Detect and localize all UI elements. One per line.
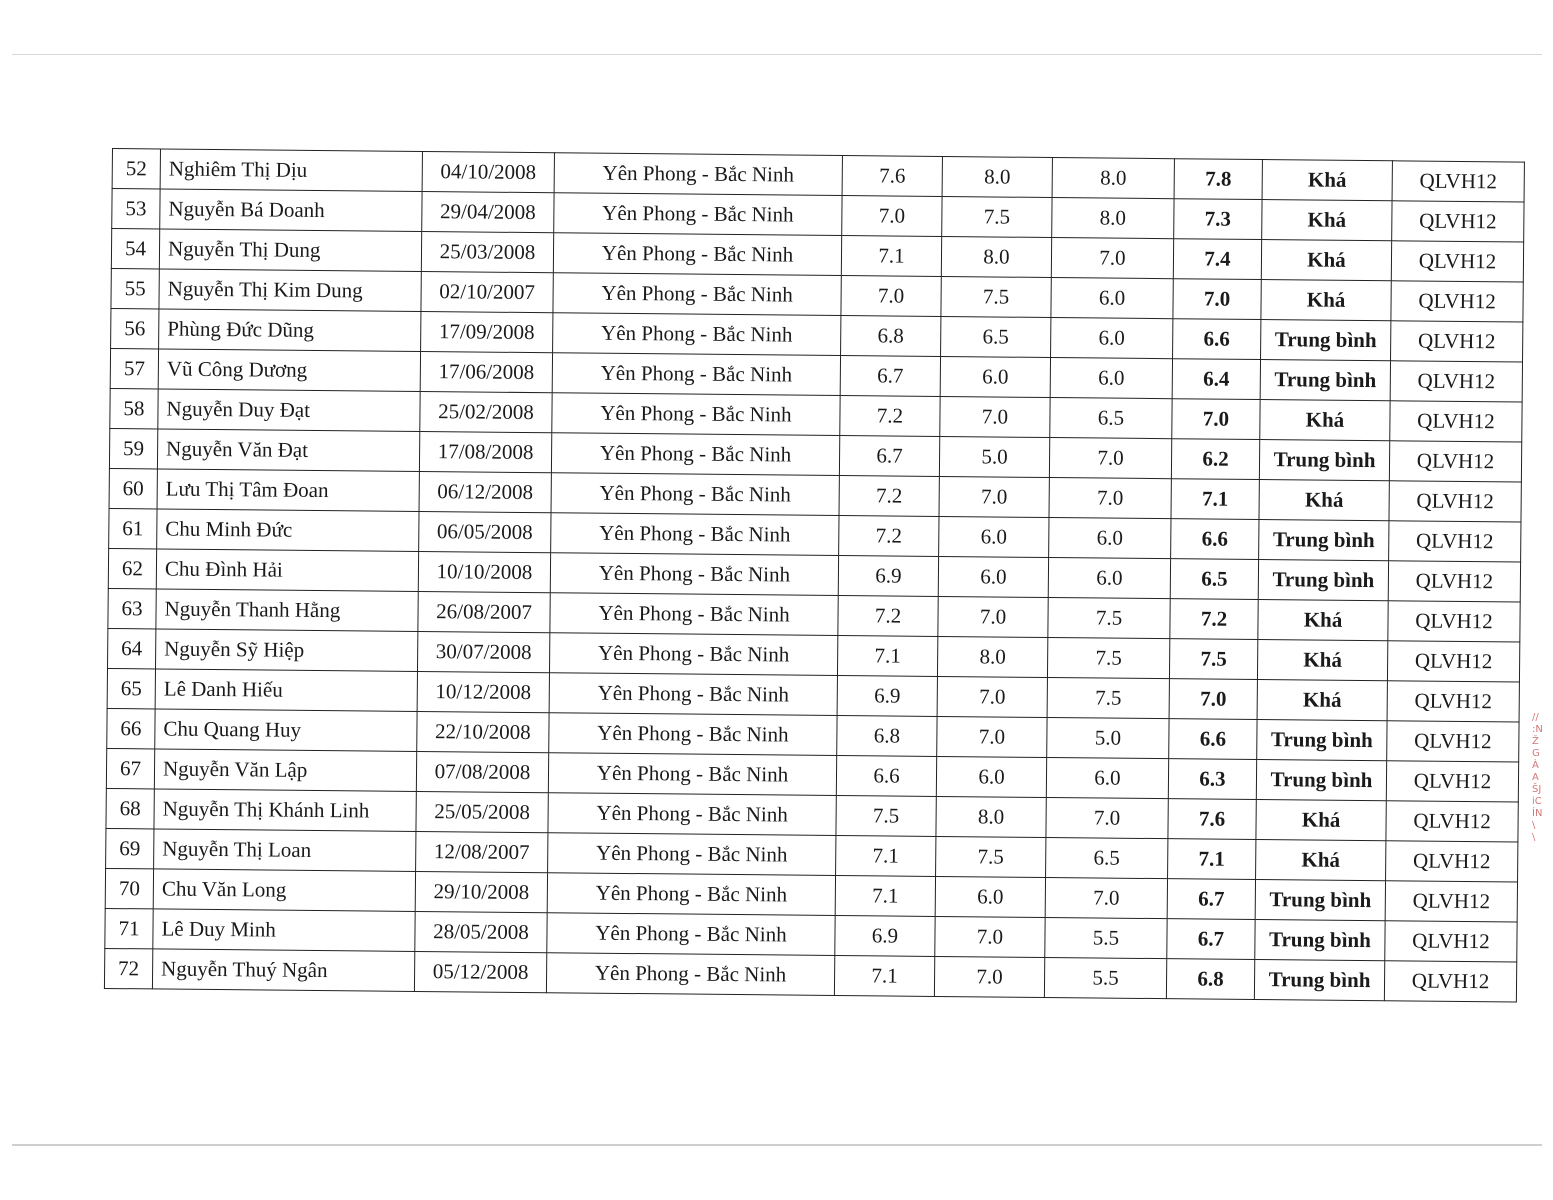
score-1: 6.6 (836, 755, 936, 796)
score-2: 6.0 (939, 516, 1049, 557)
row-number: 53 (112, 189, 160, 229)
class-code: QLVH12 (1386, 841, 1518, 882)
birth-date: 28/05/2008 (415, 911, 547, 952)
score-1: 7.1 (837, 635, 937, 676)
row-number: 55 (111, 268, 159, 308)
class-code: QLVH12 (1390, 401, 1522, 442)
class-code: QLVH12 (1387, 641, 1519, 682)
rank-label: Khá (1258, 600, 1388, 641)
rank-label: Trung bình (1260, 360, 1390, 401)
score-2: 8.0 (936, 796, 1046, 837)
score-3: 7.0 (1046, 797, 1168, 838)
average-score: 6.6 (1173, 319, 1261, 360)
class-code: QLVH12 (1389, 481, 1521, 522)
birth-place: Yên Phong - Bắc Ninh (548, 793, 836, 836)
birth-place: Yên Phong - Bắc Ninh (551, 433, 839, 476)
table-body (104, 149, 1524, 1003)
score-2: 8.0 (942, 156, 1052, 197)
rank-label: Trung bình (1257, 720, 1387, 761)
birth-place: Yên Phong - Bắc Ninh (547, 913, 835, 956)
rank-label: Trung bình (1259, 520, 1389, 561)
scan-edge-bottom (12, 1144, 1542, 1146)
birth-date: 10/12/2008 (417, 671, 549, 712)
score-2: 6.0 (938, 556, 1048, 597)
score-2: 5.0 (939, 436, 1049, 477)
birth-place: Yên Phong - Bắc Ninh (547, 873, 835, 916)
student-name: Nguyễn Thị Khánh Linh (154, 789, 416, 832)
score-3: 8.0 (1052, 158, 1174, 199)
score-3: 6.5 (1046, 837, 1168, 878)
row-number: 58 (110, 388, 158, 428)
score-1: 7.6 (842, 156, 942, 197)
birth-place: Yên Phong - Bắc Ninh (551, 513, 839, 556)
score-1: 7.2 (838, 595, 938, 636)
score-3: 5.5 (1044, 957, 1166, 998)
student-name: Phùng Đức Dũng (159, 309, 421, 352)
birth-date: 17/06/2008 (420, 351, 552, 392)
birth-date: 06/05/2008 (419, 511, 551, 552)
birth-place: Yên Phong - Bắc Ninh (549, 633, 837, 676)
birth-date: 22/10/2008 (417, 711, 549, 752)
average-score: 7.2 (1170, 599, 1258, 640)
row-number: 66 (107, 708, 155, 748)
average-score: 7.1 (1171, 479, 1259, 520)
score-2: 7.0 (937, 716, 1047, 757)
score-2: 7.0 (937, 676, 1047, 717)
average-score: 7.8 (1174, 159, 1262, 200)
score-2: 7.0 (934, 956, 1044, 997)
student-name: Chu Minh Đức (157, 509, 419, 552)
score-1: 6.9 (837, 675, 937, 716)
average-score: 6.6 (1171, 519, 1259, 560)
rank-label: Khá (1262, 200, 1392, 241)
score-2: 6.0 (935, 876, 1045, 917)
score-3: 7.0 (1051, 238, 1173, 279)
class-code: QLVH12 (1387, 721, 1519, 762)
row-number: 52 (112, 149, 160, 189)
birth-place: Yên Phong - Bắc Ninh (554, 193, 842, 236)
score-3: 7.5 (1048, 598, 1170, 639)
student-name: Nghiêm Thị Dịu (160, 149, 422, 192)
class-code: QLVH12 (1391, 281, 1523, 322)
average-score: 7.6 (1168, 799, 1256, 840)
student-name: Chu Đình Hải (156, 549, 418, 592)
class-code: QLVH12 (1392, 201, 1524, 242)
score-3: 6.0 (1046, 758, 1168, 799)
grades-table (104, 148, 1525, 1003)
row-number: 57 (110, 348, 158, 388)
class-code: QLVH12 (1387, 681, 1519, 722)
average-score: 6.8 (1166, 959, 1254, 1000)
average-score: 6.7 (1167, 919, 1255, 960)
rank-label: Khá (1257, 640, 1387, 681)
birth-date: 12/08/2007 (416, 831, 548, 872)
row-number: 56 (111, 308, 159, 348)
birth-place: Yên Phong - Bắc Ninh (553, 273, 841, 316)
score-1: 7.1 (841, 236, 941, 277)
birth-date: 25/05/2008 (416, 791, 548, 832)
score-3: 8.0 (1052, 198, 1174, 239)
score-2: 6.5 (941, 316, 1051, 357)
class-code: QLVH12 (1386, 761, 1518, 802)
average-score: 6.7 (1167, 879, 1255, 920)
score-2: 7.0 (939, 476, 1049, 517)
student-name: Lưu Thị Tâm Đoan (157, 469, 419, 512)
score-3: 6.0 (1050, 358, 1172, 399)
score-2: 6.0 (936, 756, 1046, 797)
row-number: 61 (109, 508, 157, 548)
score-2: 7.0 (935, 916, 1045, 957)
score-2: 7.0 (940, 396, 1050, 437)
rank-label: Khá (1260, 400, 1390, 441)
student-name: Nguyễn Sỹ Hiệp (156, 629, 418, 672)
scan-edge-top (12, 54, 1542, 55)
score-1: 7.5 (836, 795, 936, 836)
student-name: Lê Danh Hiếu (155, 669, 417, 712)
student-name: Vũ Công Dương (158, 349, 420, 392)
class-code: QLVH12 (1391, 321, 1523, 362)
score-2: 7.5 (941, 276, 1051, 317)
score-3: 6.0 (1049, 518, 1171, 559)
class-code: QLVH12 (1389, 441, 1521, 482)
average-score: 6.3 (1168, 759, 1256, 800)
score-1: 6.9 (838, 555, 938, 596)
average-score: 7.1 (1168, 839, 1256, 880)
average-score: 6.2 (1171, 439, 1259, 480)
row-number: 54 (111, 229, 159, 269)
student-name: Nguyễn Thị Loan (154, 829, 416, 872)
birth-date: 05/12/2008 (414, 951, 546, 992)
row-number: 67 (106, 748, 154, 788)
rank-label: Trung bình (1256, 760, 1386, 801)
score-3: 5.5 (1045, 917, 1167, 958)
birth-date: 06/12/2008 (419, 471, 551, 512)
score-2: 7.5 (936, 836, 1046, 877)
average-score: 7.3 (1174, 199, 1262, 240)
red-stamp-edge: // :N Ž G À A ŠJ iC ÍN \ \ (1532, 712, 1543, 843)
average-score: 7.5 (1169, 639, 1257, 680)
score-1: 7.1 (835, 875, 935, 916)
birth-date: 10/10/2008 (418, 551, 550, 592)
score-3: 6.5 (1050, 398, 1172, 439)
birth-place: Yên Phong - Bắc Ninh (548, 833, 836, 876)
score-2: 8.0 (937, 636, 1047, 677)
birth-place: Yên Phong - Bắc Ninh (552, 353, 840, 396)
rank-label: Trung bình (1255, 880, 1385, 921)
score-3: 6.0 (1048, 558, 1170, 599)
average-score: 7.0 (1173, 279, 1261, 320)
row-number: 60 (109, 468, 157, 508)
birth-place: Yên Phong - Bắc Ninh (546, 953, 834, 996)
birth-date: 29/04/2008 (422, 191, 554, 232)
score-2: 8.0 (941, 236, 1051, 277)
birth-place: Yên Phong - Bắc Ninh (553, 233, 841, 276)
class-code: QLVH12 (1388, 561, 1520, 602)
birth-date: 17/09/2008 (421, 311, 553, 352)
student-name: Nguyễn Duy Đạt (158, 389, 420, 432)
student-name: Nguyễn Thị Kim Dung (159, 269, 421, 312)
row-number: 64 (108, 628, 156, 668)
row-number: 69 (106, 828, 154, 868)
birth-place: Yên Phong - Bắc Ninh (551, 473, 839, 516)
grades-table-container (104, 148, 1525, 1003)
row-number: 65 (107, 668, 155, 708)
class-code: QLVH12 (1392, 161, 1524, 202)
score-3: 7.5 (1047, 678, 1169, 719)
birth-date: 17/08/2008 (419, 431, 551, 472)
score-1: 7.2 (839, 475, 939, 516)
score-3: 7.0 (1049, 438, 1171, 479)
average-score: 6.4 (1172, 359, 1260, 400)
student-name: Chu Văn Long (153, 869, 415, 912)
rank-label: Trung bình (1261, 320, 1391, 361)
row-number: 70 (105, 868, 153, 908)
rank-label: Khá (1256, 840, 1386, 881)
row-number: 72 (104, 948, 152, 988)
rank-label: Trung bình (1259, 440, 1389, 481)
birth-date: 02/10/2007 (421, 271, 553, 312)
student-name: Nguyễn Văn Lập (154, 749, 416, 792)
average-score: 6.5 (1170, 559, 1258, 600)
birth-place: Yên Phong - Bắc Ninh (550, 593, 838, 636)
row-number: 68 (106, 788, 154, 828)
birth-date: 04/10/2008 (422, 151, 554, 192)
rank-label: Khá (1261, 280, 1391, 321)
row-number: 71 (105, 908, 153, 948)
student-name: Nguyễn Thị Dung (159, 229, 421, 272)
rank-label: Khá (1262, 160, 1392, 201)
rank-label: Khá (1257, 680, 1387, 721)
score-2: 6.0 (940, 356, 1050, 397)
rank-label: Khá (1261, 240, 1391, 281)
class-code: QLVH12 (1384, 961, 1516, 1002)
birth-date: 25/03/2008 (421, 231, 553, 272)
score-1: 7.0 (841, 276, 941, 317)
class-code: QLVH12 (1385, 921, 1517, 962)
score-1: 7.2 (839, 515, 939, 556)
average-score: 7.0 (1172, 399, 1260, 440)
score-3: 7.0 (1045, 877, 1167, 918)
average-score: 7.0 (1169, 679, 1257, 720)
class-code: QLVH12 (1389, 521, 1521, 562)
class-code: QLVH12 (1388, 601, 1520, 642)
birth-date: 29/10/2008 (415, 871, 547, 912)
score-1: 7.0 (842, 196, 942, 237)
class-code: QLVH12 (1391, 241, 1523, 282)
score-3: 6.0 (1051, 278, 1173, 319)
score-1: 7.2 (840, 396, 940, 437)
score-1: 6.8 (837, 715, 937, 756)
score-3: 5.0 (1047, 718, 1169, 759)
rank-label: Khá (1256, 800, 1386, 841)
score-3: 7.0 (1049, 478, 1171, 519)
birth-place: Yên Phong - Bắc Ninh (550, 553, 838, 596)
score-1: 6.7 (839, 435, 939, 476)
score-1: 6.7 (840, 356, 940, 397)
birth-place: Yên Phong - Bắc Ninh (549, 713, 837, 756)
average-score: 7.4 (1173, 239, 1261, 280)
rank-label: Trung bình (1258, 560, 1388, 601)
row-number: 62 (108, 548, 156, 588)
student-name: Nguyễn Thanh Hằng (156, 589, 418, 632)
score-1: 7.1 (834, 955, 934, 996)
class-code: QLVH12 (1386, 801, 1518, 842)
score-3: 7.5 (1047, 638, 1169, 679)
score-1: 6.8 (841, 316, 941, 357)
student-name: Nguyễn Bá Doanh (160, 189, 422, 232)
row-number: 63 (108, 588, 156, 628)
birth-place: Yên Phong - Bắc Ninh (552, 393, 840, 436)
birth-place: Yên Phong - Bắc Ninh (549, 673, 837, 716)
student-name: Chu Quang Huy (155, 709, 417, 752)
rank-label: Khá (1259, 480, 1389, 521)
average-score: 6.6 (1169, 719, 1257, 760)
score-1: 6.9 (835, 915, 935, 956)
birth-place: Yên Phong - Bắc Ninh (548, 753, 836, 796)
birth-date: 25/02/2008 (420, 391, 552, 432)
birth-date: 26/08/2007 (418, 591, 550, 632)
class-code: QLVH12 (1390, 361, 1522, 402)
birth-date: 30/07/2008 (417, 631, 549, 672)
score-1: 7.1 (836, 835, 936, 876)
rank-label: Trung bình (1254, 960, 1384, 1001)
row-number: 59 (109, 428, 157, 468)
score-2: 7.0 (938, 596, 1048, 637)
birth-place: Yên Phong - Bắc Ninh (554, 153, 842, 196)
score-2: 7.5 (942, 196, 1052, 237)
student-name: Nguyễn Thuý Ngân (152, 949, 414, 992)
birth-place: Yên Phong - Bắc Ninh (553, 313, 841, 356)
student-name: Lê Duy Minh (153, 909, 415, 952)
class-code: QLVH12 (1385, 881, 1517, 922)
student-name: Nguyễn Văn Đạt (157, 429, 419, 472)
score-3: 6.0 (1051, 318, 1173, 359)
rank-label: Trung bình (1255, 920, 1385, 961)
birth-date: 07/08/2008 (416, 751, 548, 792)
